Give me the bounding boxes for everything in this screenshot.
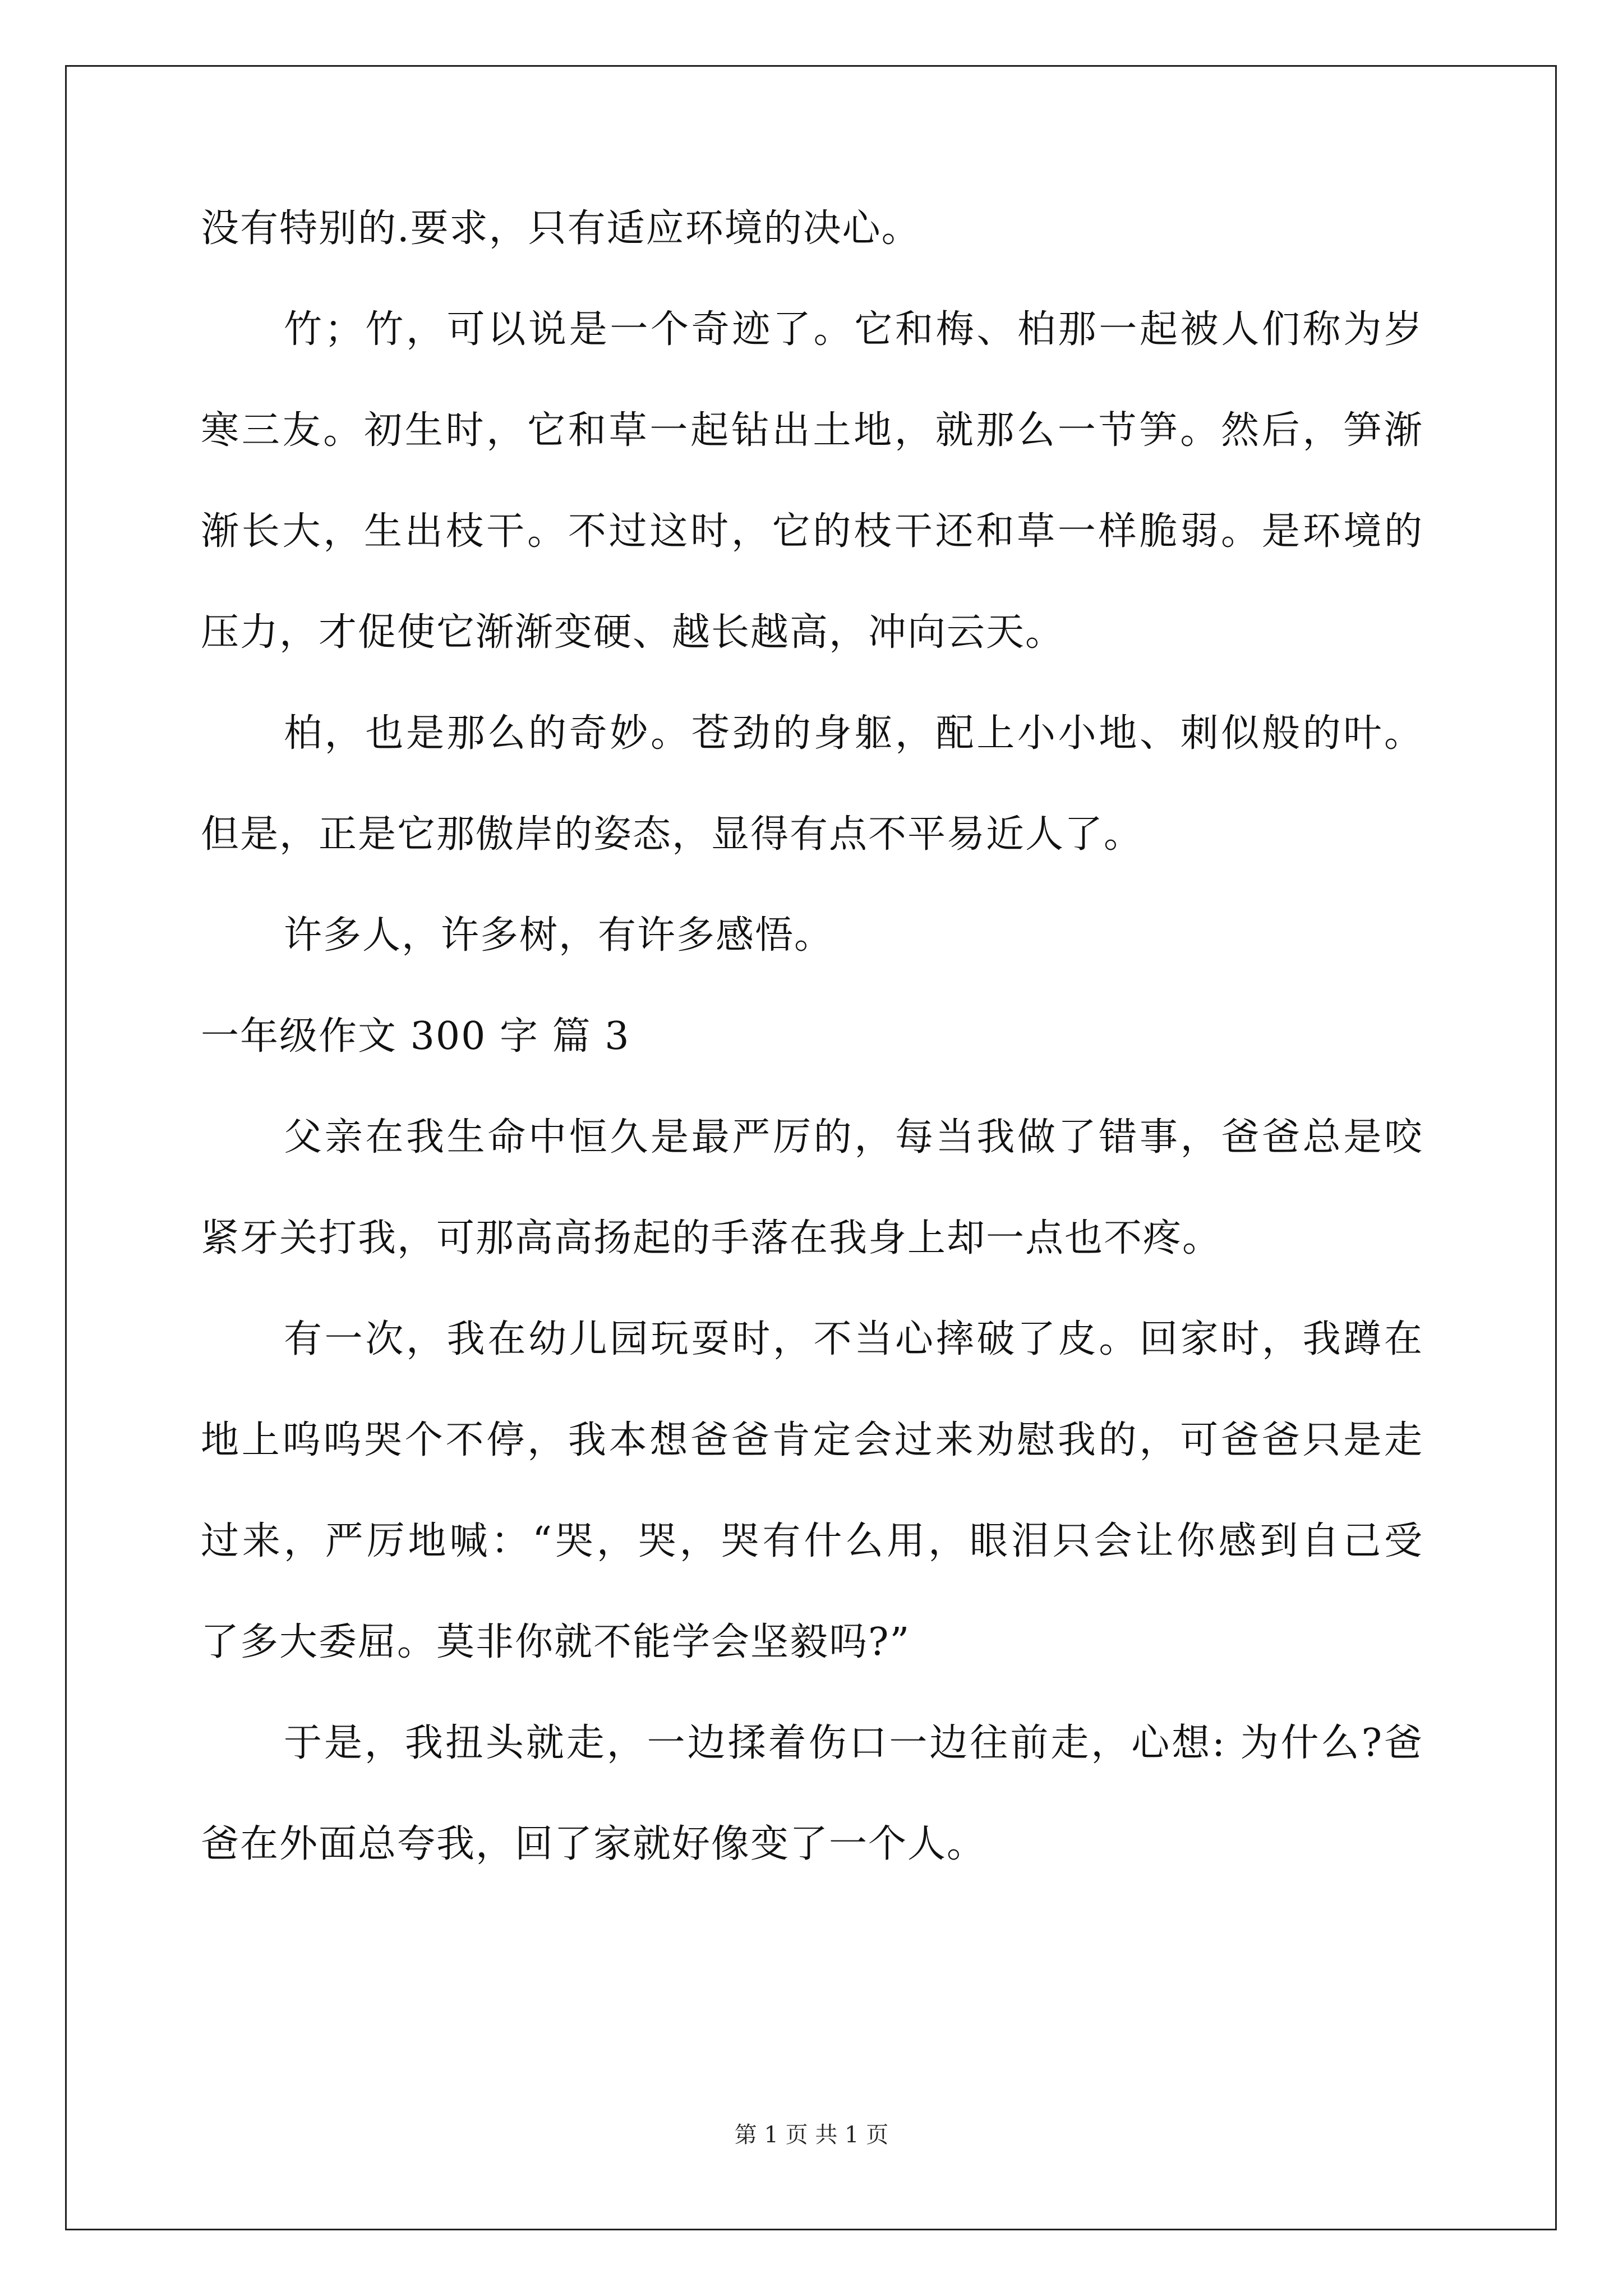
paragraph-line: 父亲在我生命中恒久是最严厉的，每当我做了错事，爸爸总是咬 bbox=[284, 1115, 1423, 1159]
paragraph-line: 柏，也是那么的奇妙。苍劲的身躯，配上小小地、刺似般的叶。 bbox=[284, 711, 1423, 756]
text-line: 爸在外面总夸我，回了家就好像变了一个人。 bbox=[201, 1822, 986, 1866]
text-line: 但是，正是它那傲岸的姿态，显得有点不平易近人了。 bbox=[201, 812, 1144, 857]
text-line: 了多大委屈。莫非你就不能学会坚毅吗?” bbox=[201, 1620, 911, 1664]
text-line: 寒三友。初生时，它和草一起钻出土地，就那么一节笋。然后，笋渐 bbox=[201, 408, 1423, 453]
paragraph-line: 于是，我扭头就走，一边揉着伤口一边往前走，心想: 为什么?爸 bbox=[284, 1721, 1423, 1765]
paragraph-line: 有一次，我在幼儿园玩耍时，不当心摔破了皮。回家时，我蹲在 bbox=[284, 1317, 1423, 1361]
section-heading: 一年级作文 300 字 篇 3 bbox=[201, 1014, 630, 1059]
page-number-footer: 第 1 页 共 1 页 bbox=[734, 2122, 889, 2148]
paragraph-line: 许多人，许多树，有许多感悟。 bbox=[284, 913, 834, 958]
text-line: 紧牙关打我，可那高高扬起的手落在我身上却一点也不疼。 bbox=[201, 1216, 1222, 1260]
paragraph-line: 竹；竹，可以说是一个奇迹了。它和梅、柏那一起被人们称为岁 bbox=[284, 307, 1423, 352]
text-line: 过来，严厉地喊：“哭，哭，哭有什么用，眼泪只会让你感到自己受 bbox=[201, 1519, 1423, 1563]
text-line: 地上呜呜哭个不停，我本想爸爸肯定会过来劝慰我的，可爸爸只是走 bbox=[201, 1418, 1423, 1462]
text-line: 渐长大，生出枝干。不过这时，它的枝干还和草一样脆弱。是环境的 bbox=[201, 509, 1423, 554]
text-line: 压力，才促使它渐渐变硬、越长越高，冲向云天。 bbox=[201, 610, 1065, 655]
text-line: 没有特别的.要求，只有适应环境的决心。 bbox=[201, 206, 921, 251]
